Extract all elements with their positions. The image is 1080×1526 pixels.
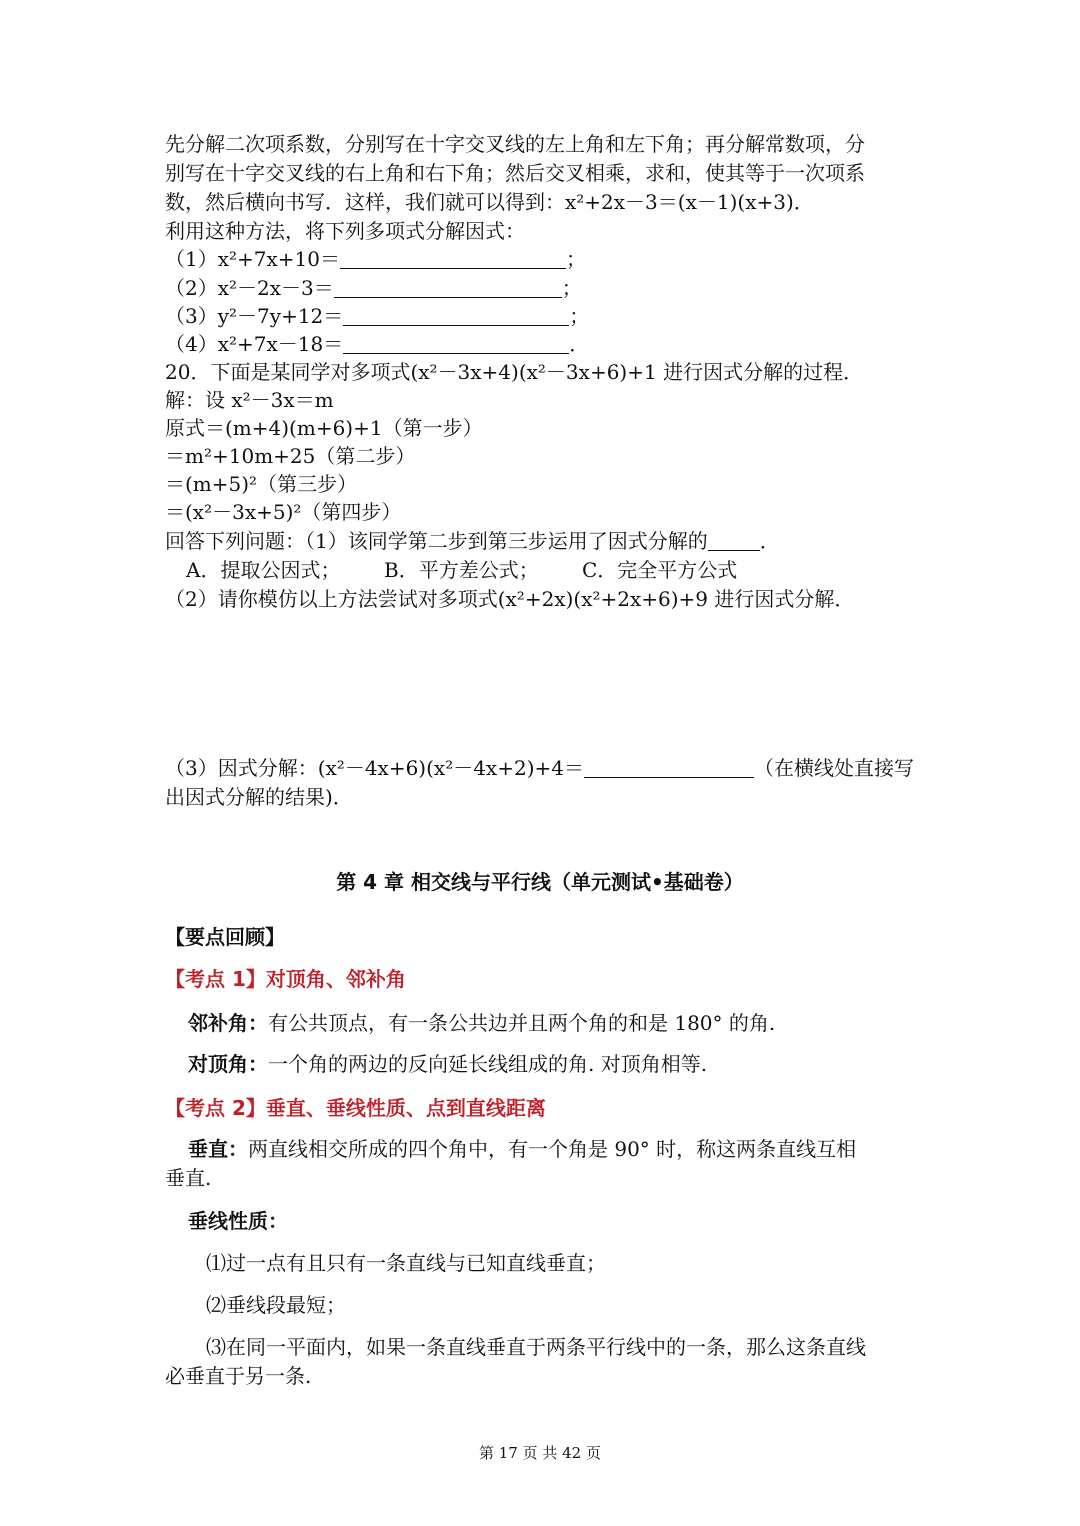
answer-blank[interactable] <box>584 757 754 778</box>
intro-line-2: 别写在十字交叉线的右上角和右下角；然后交叉相乘，求和，使其等于一次项系 <box>165 161 865 185</box>
answer-blank[interactable] <box>708 530 760 551</box>
exercise-4 <box>165 330 589 358</box>
property-1: ⑴过一点有且只有一条直线与已知直线垂直； <box>206 1251 606 1275</box>
perpendicular-properties-title: 垂线性质： <box>188 1209 288 1233</box>
answer-blank[interactable] <box>340 248 566 269</box>
exercise-end: ． <box>569 332 590 356</box>
exercise-expression: x²+7x+10＝ <box>217 247 340 271</box>
exercise-2 <box>165 274 582 302</box>
adjacent-angle-definition <box>188 1009 775 1037</box>
exercise-number: （1） <box>165 247 218 271</box>
vertical-angle-text: 一个角的两边的反向延长线组成的角. 对顶角相等. <box>268 1052 708 1076</box>
exercise-expression: x²+7x－18＝ <box>217 332 344 356</box>
question-part-1 <box>165 527 780 555</box>
exercise-end: ； <box>561 276 582 300</box>
solution-step-1: 原式＝(m+4)(m+6)+1（第一步） <box>165 416 483 440</box>
perpendicular-definition <box>188 1135 856 1163</box>
perpendicular-definition-line-2: 垂直. <box>165 1166 212 1190</box>
question-part-3-line-2: 出因式分解的结果)． <box>165 785 353 809</box>
solution-step-3: ＝(m+5)²（第三步） <box>165 472 358 496</box>
intro-line-3-text: 数，然后横向书写．这样，我们就可以得到： <box>165 190 565 214</box>
question-part-3-tail: （在横线处直接写 <box>753 756 914 780</box>
chapter-title: 第 4 章 相交线与平行线（单元测试•基础卷） <box>336 870 744 894</box>
answer-blank[interactable] <box>343 305 569 326</box>
adjacent-angle-term: 邻补角： <box>188 1011 268 1035</box>
intro-line-3-math: x²+2x－3＝(x－1)(x+3)． <box>565 190 814 214</box>
question-part-1-text: 回答下列问题：（1）该同学第二步到第三步运用了因式分解的 <box>165 529 708 553</box>
property-3-line-2: 必垂直于另一条. <box>165 1364 312 1388</box>
intro-line-1: 先分解二次项系数，分别写在十字交叉线的左上角和左下角；再分解常数项，分 <box>165 132 865 156</box>
vertical-angle-term: 对顶角： <box>188 1052 268 1076</box>
perpendicular-term: 垂直： <box>188 1137 248 1161</box>
option-b[interactable]: B．平方差公式； <box>384 558 539 582</box>
question-20-stem: 20．下面是某同学对多项式(x²－3x+4)(x²－3x+6)+1 进行因式分解的过程． <box>165 360 864 384</box>
answer-blank[interactable] <box>343 333 569 354</box>
intro-line-4: 利用这种方法，将下列多项式分解因式： <box>165 219 525 243</box>
exercise-number: （3） <box>165 304 218 328</box>
option-a[interactable]: A．提取公因式； <box>186 558 341 582</box>
property-3: ⑶在同一平面内，如果一条直线垂直于两条平行线中的一条，那么这条直线 <box>206 1335 866 1359</box>
perpendicular-text: 两直线相交所成的四个角中，有一个角是 90° 时，称这两条直线互相 <box>248 1137 857 1161</box>
question-part-3 <box>165 754 914 782</box>
exercise-3 <box>165 302 589 330</box>
exercise-1 <box>165 245 586 273</box>
exercise-end: ； <box>566 247 586 271</box>
key-point-1-heading: 【考点 1】对顶角、邻补角 <box>165 967 406 991</box>
answer-blank[interactable] <box>334 277 562 298</box>
solution-step-4: ＝(x²－3x+5)²（第四步） <box>165 500 402 524</box>
question-part-1-end: ． <box>759 529 780 553</box>
property-2: ⑵垂线段最短； <box>206 1293 346 1317</box>
choice-options <box>186 556 737 584</box>
key-point-2-heading: 【考点 2】垂直、垂线性质、点到直线距离 <box>165 1096 546 1120</box>
exercise-expression: y²－7y+12＝ <box>217 304 344 328</box>
solution-step-2: ＝m²+10m+25（第二步） <box>165 444 416 468</box>
solution-set: 解：设 x²－3x＝m <box>165 388 334 412</box>
intro-line-3 <box>165 188 814 216</box>
review-heading: 【要点回顾】 <box>165 925 285 949</box>
exercise-number: （2） <box>165 276 218 300</box>
exercise-end: ； <box>569 304 590 328</box>
exercise-expression: x²－2x－3＝ <box>217 276 334 300</box>
adjacent-angle-text: 有公共顶点，有一条公共边并且两个角的和是 180° 的角. <box>268 1011 776 1035</box>
exercise-number: （4） <box>165 332 218 356</box>
question-part-2: （2）请你模仿以上方法尝试对多项式(x²+2x)(x²+2x+6)+9 进行因式分解． <box>165 587 855 611</box>
page-footer: 第 17 页 共 42 页 <box>478 1444 601 1462</box>
question-part-3-text: （3）因式分解：(x²－4x+6)(x²－4x+2)+4＝ <box>165 756 584 780</box>
option-c[interactable]: C．完全平方公式 <box>582 558 738 582</box>
vertical-angle-definition <box>188 1050 707 1078</box>
